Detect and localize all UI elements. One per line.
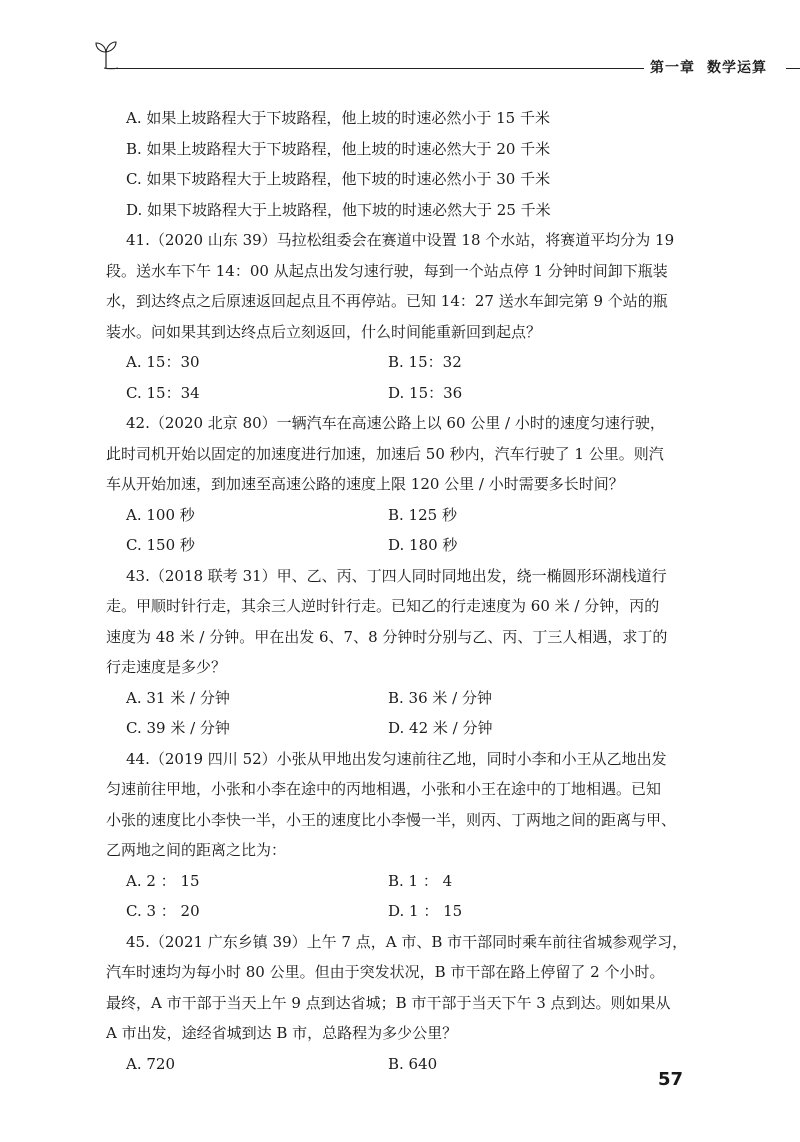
- option-c: C. 3 ： 20: [126, 902, 200, 920]
- page-content: [106, 103, 696, 1079]
- options-row: [126, 347, 696, 378]
- options-row: [126, 683, 696, 714]
- question-text-line: 汽车时速均为每小时 80 公里。但由于突发状况，B 市干部在路上停留了 2 个小时。: [106, 963, 665, 981]
- question-text-line: 此时司机开始以固定的加速度进行加速，加速后 50 秒内，汽车行驶了 1 公里。则汽: [106, 444, 664, 463]
- header-rule-left: [106, 68, 644, 69]
- question-42: [106, 408, 696, 561]
- option-line: D. 如果下坡路程大于上坡路程，他下坡的时速必然大于 25 千米: [126, 200, 551, 219]
- option-c: C. 15：34: [126, 383, 200, 402]
- options-row: [126, 530, 696, 561]
- options-row: [126, 500, 696, 531]
- option-d: D. 1 ： 15: [388, 902, 463, 920]
- question-text-line: 水，到达终点之后原速返回起点且不再停站。已知 14：27 送水车卸完第 9 个站的瓶: [106, 292, 668, 310]
- question-text-line: A 市出发，途经省城到达 B 市，总路程为多少公里？: [106, 1024, 458, 1042]
- option-b: B. 640: [388, 1054, 438, 1073]
- question-text-line: 最终，A 市干部于当天上午 9 点到达省城；B 市干部于当天下午 3 点到达。则如果从: [106, 993, 671, 1012]
- option-d: D. 15：36: [388, 383, 463, 402]
- question-text-line: 45.（2021 广东乡镇 39）上午 7 点，A 市、B 市干部同时乘车前往省城参观学习，: [126, 932, 688, 951]
- question-text-line: 速度为 48 米 / 分钟。甲在出发 6、7、8 分钟时分别与乙、丙、丁三人相遇，求丁的: [106, 627, 668, 646]
- option-b: B. 1 ： 4: [388, 871, 453, 890]
- option-b: B. 15：32: [388, 353, 462, 371]
- question-41: [106, 225, 696, 408]
- question-text-line: 小张的速度比小李快一半，小王的速度比小李慢一半，则丙、丁两地之间的距离与甲、: [106, 810, 677, 829]
- options-row: [126, 1049, 696, 1080]
- option-d: D. 180 秒: [388, 536, 458, 554]
- question-text-line: 行走速度是多少？: [106, 658, 227, 676]
- option-c: C. 39 米 / 分钟: [126, 719, 230, 737]
- header-rule-right: [786, 68, 800, 69]
- option-a: A. 31 米 / 分钟: [126, 688, 230, 707]
- question-text-line: 44.（2019 四川 52）小张从甲地出发匀速前往乙地，同时小李和小王从乙地出发: [126, 749, 667, 768]
- option-a: A. 2 ： 15: [126, 871, 200, 890]
- question-44: [106, 744, 696, 927]
- option-a: A. 100 秒: [126, 505, 195, 524]
- question-text-line: 42.（2020 北京 80）一辆汽车在高速公路上以 60 公里 / 小时的速度匀速行驶，: [126, 414, 665, 432]
- option-line: A. 如果上坡路程大于下坡路程，他上坡的时速必然小于 15 千米: [126, 109, 550, 127]
- option-a: A. 720: [126, 1054, 175, 1073]
- option-c: C. 150 秒: [126, 536, 195, 554]
- options-row: [126, 378, 696, 409]
- option-a: A. 15：30: [126, 353, 200, 371]
- option-b: B. 36 米 / 分钟: [388, 688, 493, 707]
- option-line: B. 如果上坡路程大于下坡路程，他上坡的时速必然大于 20 千米: [126, 139, 551, 158]
- page-header: [92, 38, 768, 78]
- chapter-label: 第一章: [650, 60, 695, 76]
- question-45: [106, 927, 696, 1080]
- option-b: B. 125 秒: [388, 505, 457, 524]
- question-text-line: 41.（2020 山东 39）马拉松组委会在赛道中设置 18 个水站，将赛道平均分为 19: [126, 231, 675, 249]
- options-row: [126, 896, 696, 927]
- leaf-sprout-icon: [92, 38, 122, 72]
- options-row: [126, 713, 696, 744]
- question-text-line: 装水。问如果其到达终点后立刻返回，什么时间能重新回到起点？: [106, 322, 542, 341]
- question-text-line: 车从开始加速，到加速至高速公路的速度上限 120 公里 / 小时需要多长时间？: [106, 475, 624, 493]
- question-text-line: 匀速前往甲地，小张和小李在途中的丙地相遇，小张和小王在途中的丁地相遇。已知: [106, 780, 662, 798]
- options-row: [126, 866, 696, 897]
- question-text-line: 段。送水车下午 14：00 从起点出发匀速行驶，每到一个站点停 1 分钟时间卸下瓶装: [106, 261, 668, 280]
- question-text-line: 43.（2018 联考 31）甲、乙、丙、丁四人同时同地出发，绕一椭圆形环湖栈道行: [126, 566, 667, 585]
- header-chapter-title: [650, 57, 767, 77]
- option-d: D. 42 米 / 分钟: [388, 719, 493, 737]
- question-text-line: 走。甲顺时针行走，其余三人逆时针行走。已知乙的行走速度为 60 米 / 分钟，丙的: [106, 597, 660, 615]
- question-text-line: 乙两地之间的距离之比为：: [106, 841, 287, 859]
- section-label: 数学运算: [707, 60, 767, 76]
- question-43: [106, 561, 696, 744]
- option-line: C. 如果下坡路程大于上坡路程，他下坡的时速必然小于 30 千米: [126, 170, 551, 188]
- page-number: 57: [658, 1069, 684, 1090]
